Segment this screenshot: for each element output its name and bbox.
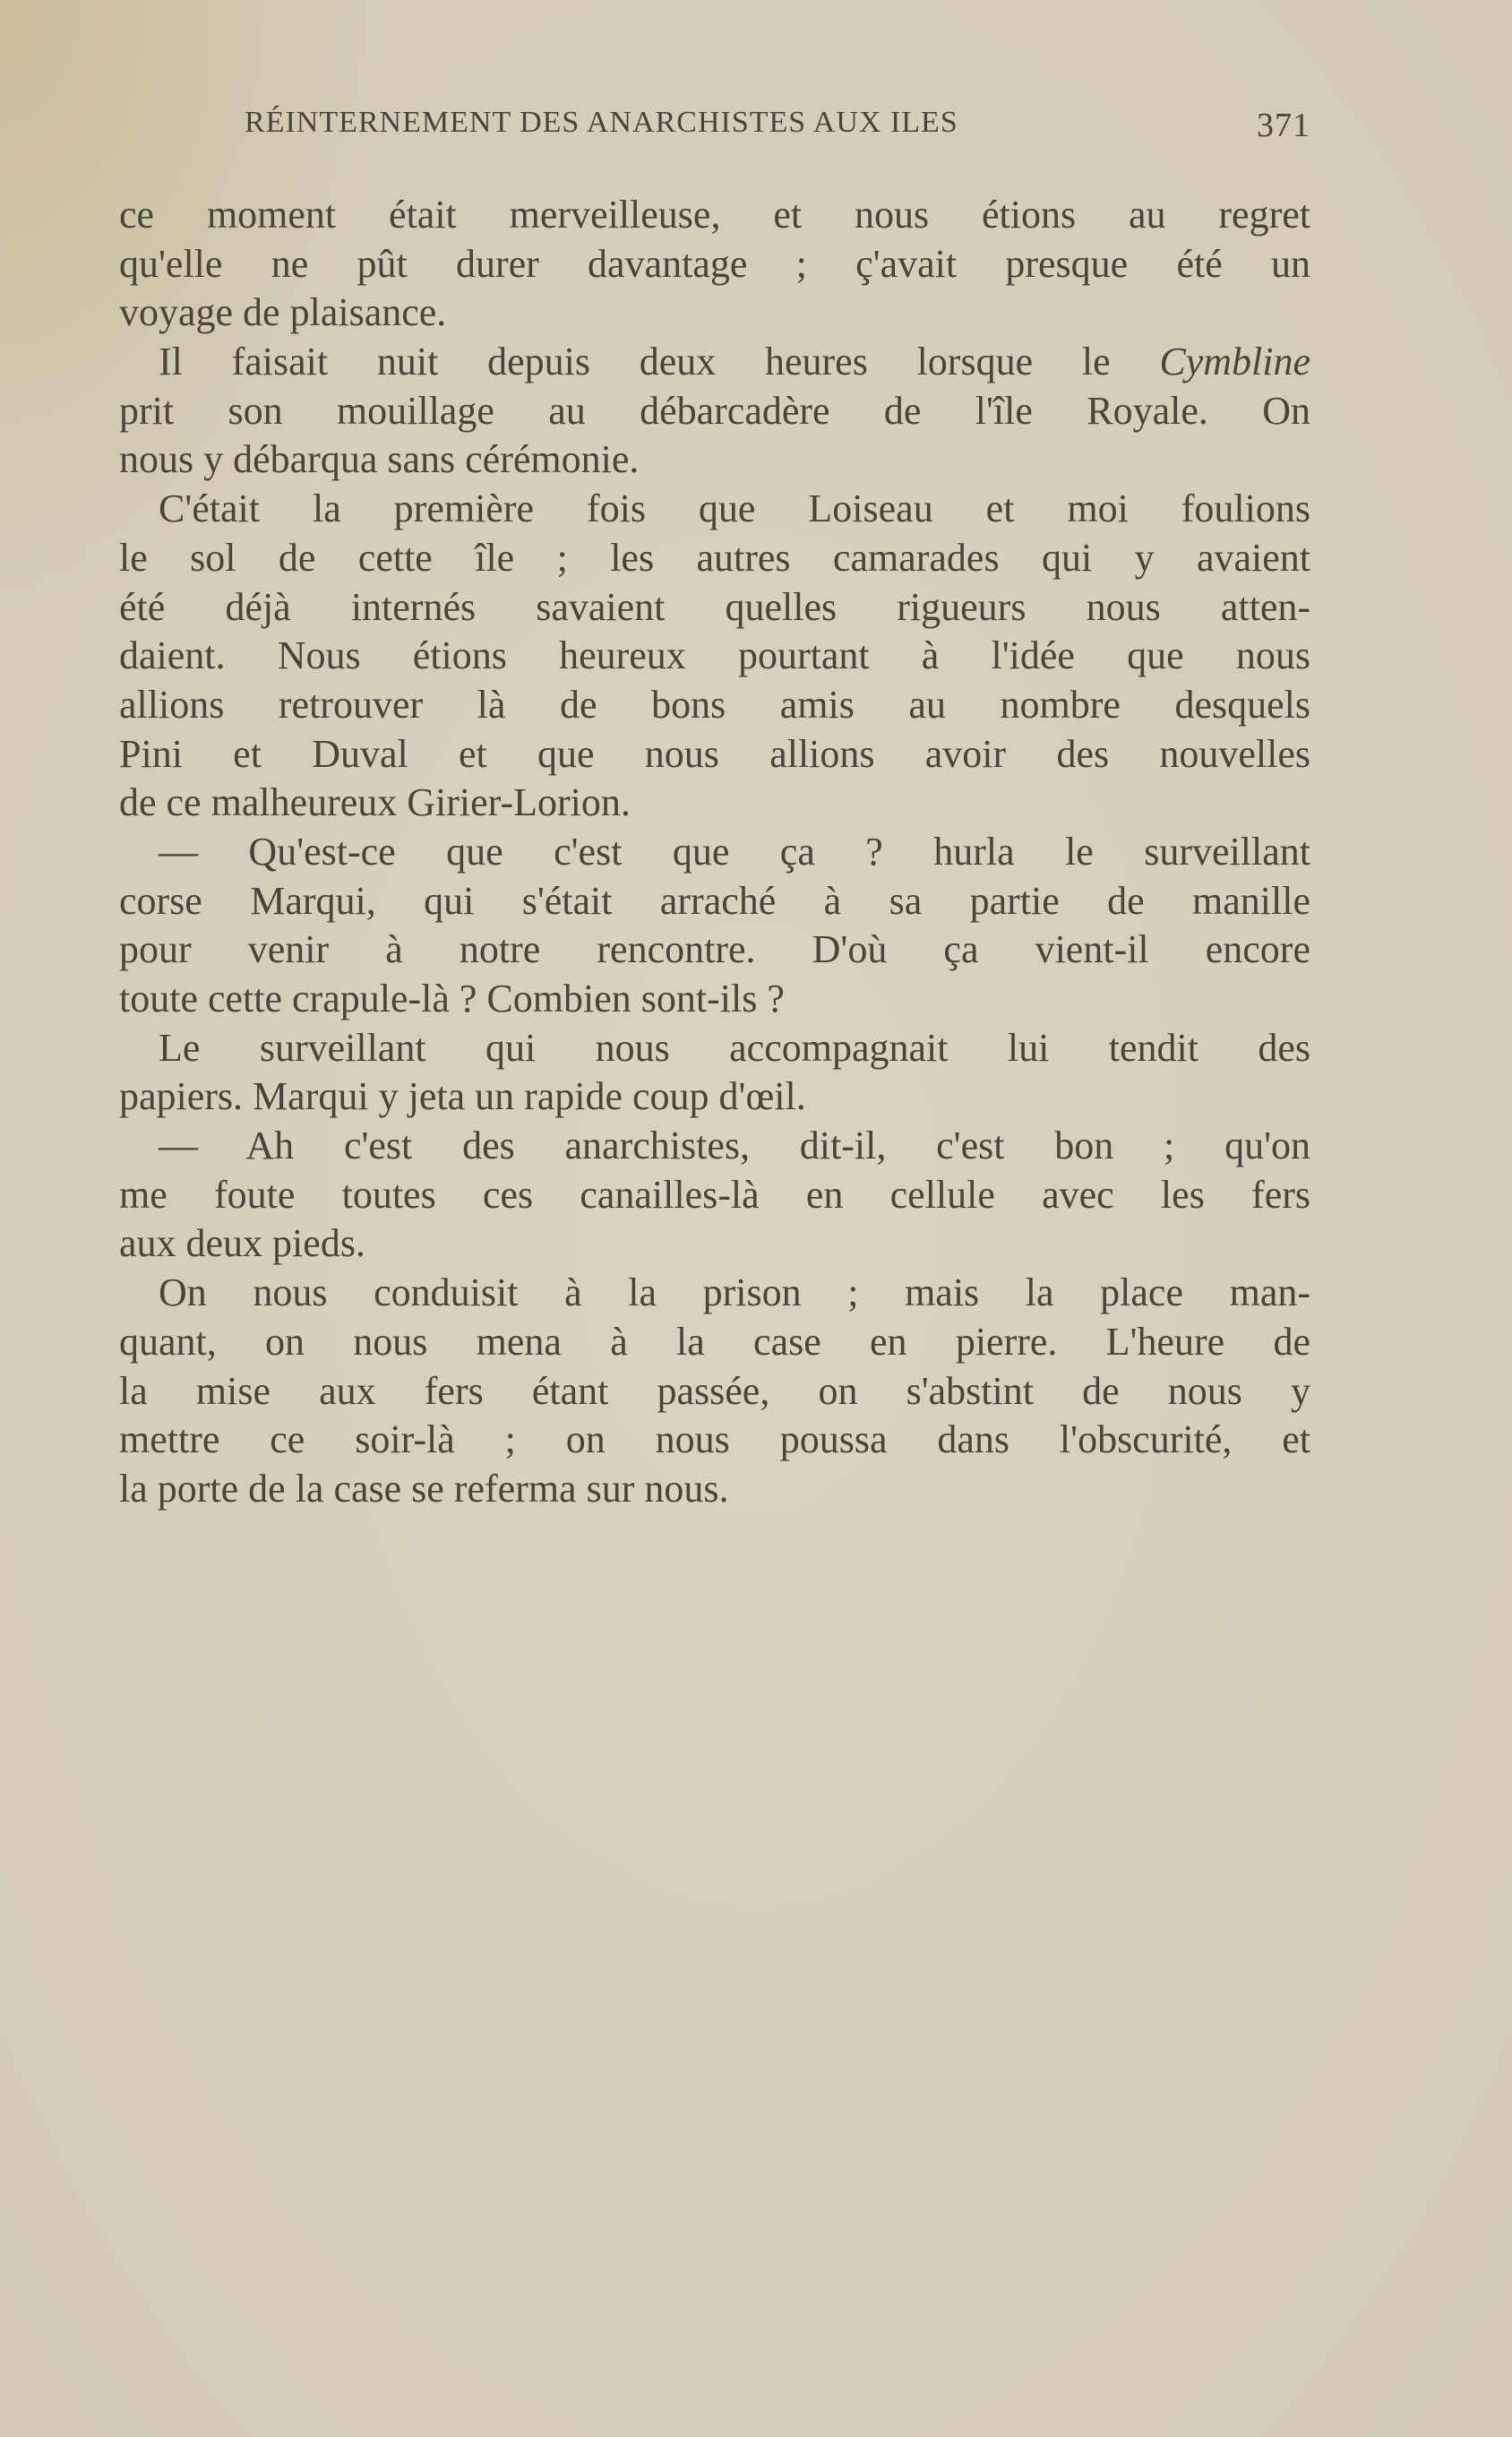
text-line-content: nous y débarqua sans cérémonie. (119, 437, 640, 482)
text-line (119, 1171, 1310, 1220)
text-line-content: de ce malheureux Girier-Lorion. (119, 780, 631, 825)
text-line (119, 485, 1310, 534)
text-line (119, 926, 1310, 975)
text-line-content: me foute toutes ces canailles-là en cellule avec les fers (119, 1172, 1310, 1217)
text-line-content: qu'elle ne pût durer davantage ; ç'avait presque été un (119, 241, 1310, 286)
text-line-content: On nous conduisit à la prison ; mais la place man- (159, 1270, 1310, 1315)
text-line-content: — Ah c'est des anarchistes, dit-il, c'est bon ; qu'on (159, 1124, 1310, 1168)
text-line-content: Le surveillant qui nous accompagnait lui tendit des (159, 1025, 1310, 1070)
text-line-content: été déjà internés savaient quelles rigueurs nous atten- (119, 584, 1310, 629)
text-line-content: quant, on nous mena à la case en pierre. L'heure de (119, 1319, 1310, 1364)
page-number: 371 (1257, 107, 1310, 144)
text-line-content: la porte de la case se referma sur nous. (119, 1466, 729, 1511)
text-line (119, 779, 1310, 828)
text-line (119, 730, 1310, 779)
text-line (119, 1024, 1310, 1073)
text-line (119, 1122, 1310, 1171)
text-line (119, 338, 1310, 387)
text-line-content: voyage de plaisance. (119, 290, 447, 335)
text-line-content: corse Marqui, qui s'était arraché à sa partie de manille (119, 878, 1310, 923)
text-line-content: mettre ce soir-là ; on nous poussa dans l'obscurité, et (119, 1417, 1310, 1462)
text-line (119, 877, 1310, 926)
ship-name: Cymbline (1159, 340, 1310, 384)
text-line-content: papiers. Marqui y jeta un rapide coup d'œil. (119, 1074, 806, 1119)
text-line-content: Pini et Duval et que nous allions avoir des nouvelles (119, 731, 1310, 776)
text-line-content: aux deux pieds. (119, 1221, 365, 1266)
text-line-content: C'était la première fois que Loiseau et moi foulions (159, 487, 1310, 531)
text-line (119, 1219, 1310, 1269)
text-line-content: ce moment était merveilleuse, et nous étions au regret (119, 193, 1310, 237)
text-line-content: la mise aux fers étant passée, on s'abstint de nous y (119, 1368, 1310, 1413)
text-line (119, 1416, 1310, 1465)
running-title: RÉINTERNEMENT DES ANARCHISTES AUX ILES (245, 106, 958, 139)
text-line-content: Il faisait nuit depuis deux heures lorsque le (159, 340, 1111, 384)
text-line (119, 1465, 1310, 1514)
text-line-content: — Qu'est-ce que c'est que ça ? hurla le surveillant (159, 829, 1310, 874)
text-line (119, 632, 1310, 681)
text-line (119, 435, 1310, 485)
text-line-content: allions retrouver là de bons amis au nombre desquels (119, 682, 1310, 727)
text-line-content: le sol de cette île ; les autres camarades qui y avaient (119, 535, 1310, 580)
text-line (119, 191, 1310, 240)
text-line (119, 534, 1310, 583)
text-line-content: daient. Nous étions heureux pourtant à l'idée que nous (119, 633, 1310, 678)
text-line (119, 681, 1310, 730)
text-line-content: toute cette crapule-là ? Combien sont-ils ? (119, 977, 785, 1020)
text-line (119, 583, 1310, 633)
running-header (119, 106, 1310, 156)
text-line (119, 1367, 1310, 1417)
text-line (119, 387, 1310, 436)
text-line (119, 288, 1310, 338)
text-line-content: prit son mouillage au débarcadère de l'île Royale. On (119, 388, 1310, 433)
text-line (119, 240, 1310, 289)
text-line (119, 1072, 1310, 1122)
text-line (119, 975, 1310, 1024)
text-line (119, 1269, 1310, 1318)
text-line-content: pour venir à notre rencontre. D'où ça vient-il encore (119, 927, 1310, 972)
text-line (119, 1318, 1310, 1367)
text-line (119, 828, 1310, 877)
body-text (119, 191, 1310, 1514)
